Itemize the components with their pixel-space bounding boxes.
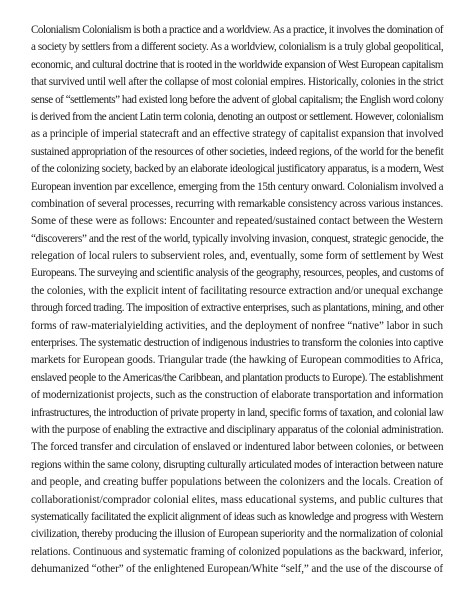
- text-line: the colonies, with the explicit intent of facilitating resource extraction and/or unequal exchange: [31, 284, 443, 297]
- text-line: forms of raw-materialyielding activities, and the deployment of nonfree “native” labor in such: [31, 319, 444, 332]
- text-line: collaborationist/comprador colonial elites, mass educational systems, and public cultures that: [31, 493, 443, 506]
- text-line: that survived until well after the collapse of most colonial empires. Historically, colonies in the strict: [31, 76, 444, 89]
- text-line: is derived from the ancient Latin term colonia, denoting an outpost or settlement. However, colonialism: [31, 110, 444, 123]
- text-line: Some of these were as follows: Encounter and repeated/sustained contact between the Western: [31, 215, 443, 228]
- text-line: relations. Continuous and systematic framing of colonized populations as the backward, inferior,: [31, 545, 444, 558]
- text-line: regions within the same colony, disrupting culturally articulated modes of interaction between nature: [31, 458, 443, 471]
- text-line: infrastructures, the introduction of private property in land, specific forms of taxation, and colonial law: [31, 406, 444, 419]
- text-line: civilization, thereby producing the illusion of European superiority and the normalization of colonial: [31, 528, 444, 541]
- text-line: economic, and cultural doctrine that is rooted in the worldwide expansion of West European capitalism: [31, 58, 444, 71]
- text-line: dehumanized “other” of the enlightened European/White “self,” and the use of the discourse of: [31, 563, 444, 576]
- text-line: European invention par excellence, emerging from the 15th century onward. Colonialism involved a: [31, 180, 444, 193]
- text-line: a society by settlers from a different society. As a worldview, colonialism is a truly global geopolitical,: [31, 41, 444, 54]
- text-line: relegation of local rulers to subservient roles, and, eventually, some form of settlement by West: [31, 250, 444, 263]
- text-line: “discoverers” and the rest of the world, typically involving invasion, conquest, strategic genocide, the: [31, 232, 444, 245]
- text-line: systematically facilitated the explicit alignment of ideas such as knowledge and progress with Western: [31, 510, 443, 523]
- text-line: enterprises. The systematic destruction of indigenous industries to transform the colonies into captive: [31, 337, 443, 350]
- text-line: markets for European goods. Triangular trade (the hawking of European commodities to Africa,: [31, 354, 444, 367]
- text-line: Europeans. The surveying and scientific analysis of the geography, resources, peoples, and customs of: [31, 267, 444, 280]
- document-body: [31, 22, 443, 579]
- text-line: sustained appropriation of the resources of other societies, indeed regions, of the world for the benefit: [31, 145, 444, 158]
- text-line: sense of “settlements” had existed long before the advent of global capitalism; the English word colony: [31, 93, 444, 106]
- text-line: Colonialism Colonialism is both a practice and a worldview. As a practice, it involves the domination of: [31, 24, 444, 36]
- text-line: as a principle of imperial statecraft and an effective strategy of capitalist expansion that involved: [31, 128, 444, 141]
- text-line: through forced trading. The imposition of extractive enterprises, such as plantations, mining, and other: [31, 302, 444, 315]
- text-line: combination of several processes, recurring with remarkable consistency across various instances.: [31, 197, 443, 210]
- text-line: enslaved people to the Americas/the Caribbean, and plantation products to Europe). The establishment: [31, 371, 443, 384]
- text-line: and people, and creating buffer populations between the colonizers and the locals. Creation of: [31, 476, 443, 489]
- text-line: of modernizationist projects, such as the construction of elaborate transportation and information: [31, 389, 444, 402]
- text-line: with the purpose of enabling the extractive and disciplinary apparatus of the colonial administration.: [31, 423, 444, 436]
- text-line: The forced transfer and circulation of enslaved or indentured labor between colonies, or between: [31, 441, 444, 454]
- text-line: of the colonizing society, backed by an elaborate ideological justificatory apparatus, is a modern, West: [31, 163, 444, 176]
